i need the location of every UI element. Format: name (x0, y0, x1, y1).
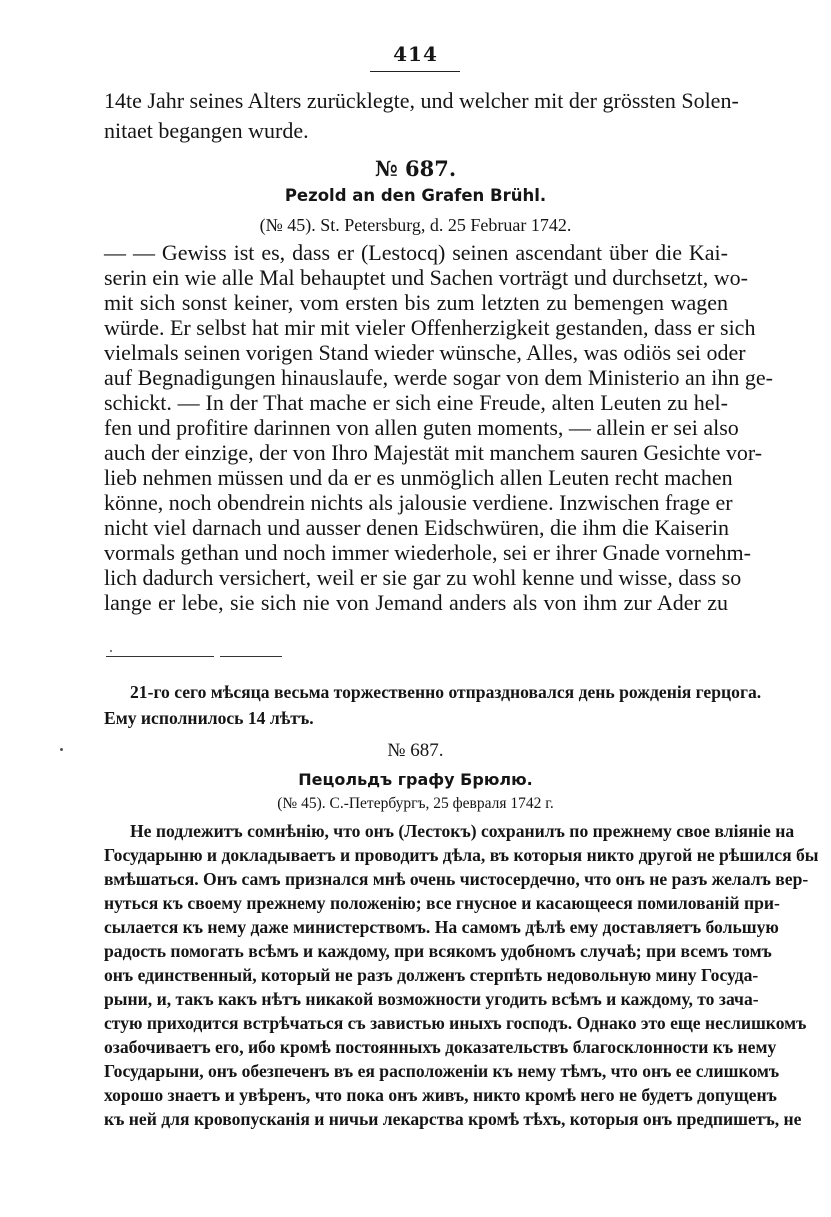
text-line: Ему исполнилось 14 лѣтъ. (104, 708, 314, 728)
text-line: онъ единственный, который не разъ долженъ стерпѣть недовольную мину Госуда- (104, 965, 759, 985)
text-line: nicht viel darnach und ausser denen Eidschwüren, die ihm die Kaiserin (104, 515, 729, 540)
text-line: nitaet begangen wurde. (104, 118, 309, 143)
text-line: lange er lebe, sie sich nie von Jemand anders als von ihm zur Ader zu (104, 590, 728, 615)
text-line: рыни, и, такъ какъ нѣтъ никакой возможности угодить всѣмъ и каждому, то зача- (104, 989, 759, 1009)
print-speck (110, 650, 112, 652)
text-line: auch der einzige, der von Ihro Majestät mit manchem sauren Gesichte vor- (104, 440, 763, 465)
german-document-dateline: (№ 45). St. Petersburg, d. 25 Februar 1742. (259, 215, 572, 235)
text-line: хорошо знаетъ и увѣренъ, что пока онъ живъ, никто кромѣ него не будетъ допущенъ (104, 1085, 777, 1105)
section-divider (220, 656, 282, 657)
text-line: Государыни, онъ обезпеченъ въ ея расположеніи къ нему тѣмъ, что онъ ее слишкомъ (104, 1061, 780, 1081)
text-line: радость помогать всѣмъ и каждому, при всякомъ удобномъ случаѣ; при всемъ томъ (104, 941, 772, 961)
text-line: serin ein wie alle Mal behauptet und Sachen vorträgt und durchsetzt, wo- (104, 265, 748, 290)
text-line: къ ней для кровопусканія и ничьи лекарства кромѣ тѣхъ, которыя онъ предпишетъ, не (104, 1109, 802, 1129)
text-line: würde. Er selbst hat mir mit vieler Offenherzigkeit gestanden, dass er sich (104, 315, 756, 340)
text-line: вмѣшаться. Онъ самъ признался мнѣ очень чистосердечно, что онъ не разъ желалъ вер- (104, 869, 809, 889)
text-line: стую приходится встрѣчаться съ завистью иныхъ господъ. Однако это еще неслишкомъ (104, 1013, 807, 1033)
russian-document-title: Пецольдъ графу Брюлю. (298, 770, 533, 789)
text-line: — — Gewiss ist es, dass er (Lestocq) seinen ascendant über die Kai- (104, 240, 728, 265)
text-line: lich dadurch versichert, weil er sie gar zu wohl kenne und wisse, dass so (104, 565, 742, 590)
text-line: vielmals seinen vorigen Stand wieder wünsche, Alles, was odiös sei oder (104, 340, 746, 365)
text-line: lieb nehmen müssen und da er es unmöglich allen Leuten recht machen (104, 465, 733, 490)
text-line: fen und profitire darinnen von allen guten moments, — allein er sei also (104, 415, 739, 440)
text-line: könne, noch obendrein nichts als jalousie verdiene. Inzwischen frage er (104, 490, 733, 515)
text-line: 14te Jahr seines Alters zurücklegte, und welcher mit der grössten Solen- (104, 88, 739, 113)
text-line: mit sich sonst keiner, vom ersten bis zum letzten zu bemengen wagen (104, 290, 728, 315)
text-line: Не подлежитъ сомнѣнію, что онъ (Лестокъ) сохранилъ по прежнему свое вліяніе на (130, 821, 795, 841)
text-line: vormals gethan und noch immer wiederhole, sei er ihrer Gnade vornehm- (104, 540, 751, 565)
text-line: озабочиваетъ его, ибо кромѣ постоянныхъ доказательствъ благосклонности къ нему (104, 1037, 777, 1057)
text-line: auf Begnadigungen hinauslaufe, werde sogar von dem Ministerio an ihn ge- (104, 365, 773, 390)
text-line: Государыню и докладываетъ и проводитъ дѣла, въ которыя никто другой не рѣшился бы (104, 845, 819, 865)
text-line: schickt. — In der That mache er sich eine Freude, alten Leuten zu hel- (104, 390, 728, 415)
print-speck (60, 748, 63, 751)
text-line: 21-го сего мѣсяца весьма торжественно отпраздновался день рожденія герцога. (130, 682, 762, 702)
german-document-number: № 687. (374, 156, 457, 181)
russian-document-dateline: (№ 45). С.-Петербургъ, 25 февраля 1742 г. (277, 795, 554, 812)
page-number-rule (370, 71, 460, 72)
section-divider (106, 656, 214, 657)
russian-document-number: № 687. (387, 740, 444, 761)
german-document-title: Pezold an den Grafen Brühl. (284, 186, 547, 205)
page-number: 414 (393, 42, 438, 66)
text-line: нуться къ своему прежнему положенію; все гнусное и касающееся помилованій при- (104, 893, 780, 913)
text-line: сылается къ нему даже министерствомъ. На самомъ дѣлѣ ему доставляетъ большую (104, 917, 779, 937)
